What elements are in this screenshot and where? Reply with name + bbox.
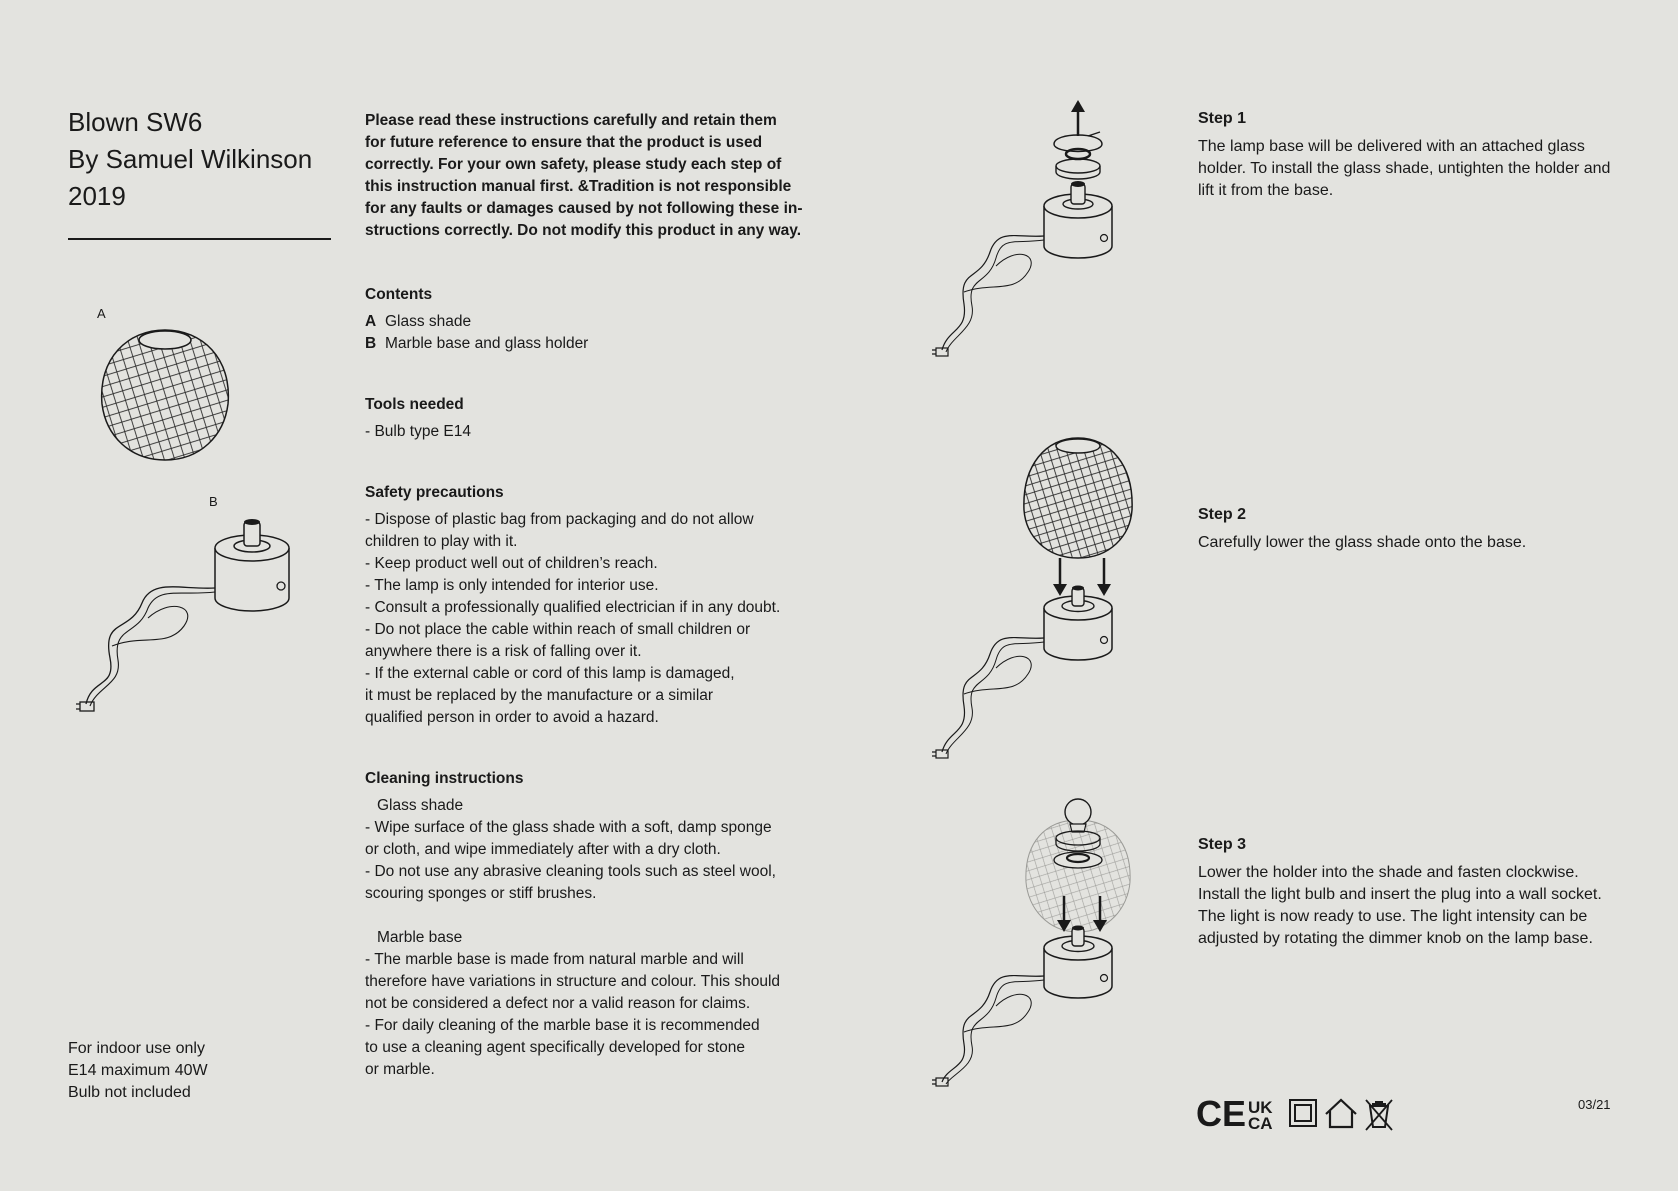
line: scouring sponges or stiff brushes. (365, 885, 597, 902)
line: to use a cleaning agent specifically developed for stone (365, 1039, 745, 1056)
step-1 (1198, 108, 1638, 202)
line: or cloth, and wipe immediately after with a dry cloth. (365, 841, 721, 858)
intro-line: structions correctly. Do not modify this product in any way. (365, 222, 802, 239)
contents-key: B (365, 335, 377, 352)
usage-note: For indoor use only (68, 1040, 205, 1057)
certification-marks (1196, 1096, 1396, 1132)
title-line: By Samuel Wilkinson (68, 144, 313, 174)
usage-notes (68, 1038, 208, 1104)
cleaning-item (365, 949, 795, 1015)
step-line: The lamp base will be delivered with an attached glass (1198, 138, 1585, 155)
contents-item (365, 333, 795, 355)
step-line: The light is now ready to use. The light intensity can be (1198, 908, 1588, 925)
step-heading: Step 3 (1198, 836, 1247, 853)
ukca-mark-icon (1248, 1098, 1273, 1132)
tools-heading: Tools needed (365, 396, 464, 413)
line: not be considered a defect nor a valid reason for claims. (365, 995, 751, 1012)
intro-line: this instruction manual first. &Tradition is not responsible (365, 178, 792, 195)
line: - Wipe surface of the glass shade with a soft, damp sponge (365, 819, 772, 836)
tools-section (365, 394, 795, 443)
step2-illustration (918, 430, 1138, 760)
line: - Do not use any abrasive cleaning tools such as steel wool, (365, 863, 776, 880)
step-line: adjusted by rotating the dimmer knob on the lamp base. (1198, 930, 1593, 947)
line: - The lamp is only intended for interior use. (365, 577, 659, 594)
usage-note: Bulb not included (68, 1084, 191, 1101)
cleaning-heading: Cleaning instructions (365, 770, 524, 787)
ce-mark-text: CE (1196, 1096, 1247, 1132)
glass-shade-illustration (90, 318, 240, 468)
step-heading: Step 2 (1198, 506, 1247, 523)
intro-line: for any faults or damages caused by not following these in- (365, 200, 803, 217)
line: - Do not place the cable within reach of small children or (365, 621, 751, 638)
contents-section (365, 284, 795, 355)
tools-item: - Bulb type E14 (365, 423, 471, 440)
contents-heading: Contents (365, 286, 433, 303)
page-number: 03/21 (1578, 1097, 1611, 1112)
title-line: 2019 (68, 181, 126, 211)
figure-a-label: A (97, 306, 106, 321)
weee-crossed-bin-icon (1366, 1100, 1392, 1130)
ukca-top-text: UK (1248, 1098, 1273, 1117)
step3-illustration (918, 798, 1138, 1090)
indoor-use-house-icon (1326, 1100, 1356, 1127)
line: children to play with it. (365, 533, 518, 550)
line: - If the external cable or cord of this lamp is damaged, (365, 665, 735, 682)
intro-line: for future reference to ensure that the product is used (365, 134, 763, 151)
step-line: Lower the holder into the shade and fasten clockwise. (1198, 864, 1579, 881)
line: therefore have variations in structure and colour. This should (365, 973, 781, 990)
ukca-bottom-text: CA (1248, 1114, 1273, 1132)
title-divider (68, 238, 331, 240)
step1-illustration (918, 96, 1138, 376)
intro-line: Please read these instructions carefully and retain them (365, 112, 777, 129)
title-line: Blown SW6 (68, 107, 203, 137)
step-2 (1198, 504, 1638, 554)
glass-shade-subheading: Glass shade (377, 797, 464, 814)
safety-item (365, 663, 795, 729)
cleaning-item (365, 1015, 795, 1081)
cleaning-item (365, 817, 795, 861)
ce-mark-icon (1196, 1096, 1246, 1132)
step-line: Install the light bulb and insert the plug into a wall socket. (1198, 886, 1602, 903)
figure-b-label: B (209, 494, 218, 509)
safety-heading: Safety precautions (365, 484, 504, 501)
safety-item (365, 597, 795, 619)
intro-paragraph (365, 110, 803, 242)
safety-item (365, 509, 795, 553)
class-ii-double-insulation-icon (1290, 1100, 1316, 1126)
step-heading: Step 1 (1198, 110, 1247, 127)
line: it must be replaced by the manufacture or a similar (365, 687, 714, 704)
step-line: lift it from the base. (1198, 182, 1334, 199)
product-title (68, 104, 312, 215)
marble-base-illustration (72, 508, 302, 718)
line: qualified person in order to avoid a hazard. (365, 709, 659, 726)
contents-item (365, 311, 795, 333)
usage-note: E14 maximum 40W (68, 1062, 208, 1079)
line: - Dispose of plastic bag from packaging and do not allow (365, 511, 754, 528)
contents-text: Glass shade (385, 313, 472, 330)
contents-text: Marble base and glass holder (385, 335, 589, 352)
safety-item (365, 619, 795, 663)
cleaning-section (365, 768, 795, 1081)
line: - The marble base is made from natural marble and will (365, 951, 744, 968)
line: - Keep product well out of children’s reach. (365, 555, 658, 572)
contents-key: A (365, 313, 377, 330)
marble-base-subheading: Marble base (377, 929, 463, 946)
line: or marble. (365, 1061, 435, 1078)
line: anywhere there is a risk of falling over it. (365, 643, 642, 660)
safety-section (365, 482, 795, 729)
safety-item (365, 575, 795, 597)
step-line: holder. To install the glass shade, untighten the holder and (1198, 160, 1611, 177)
safety-item (365, 553, 795, 575)
line: - For daily cleaning of the marble base it is recommended (365, 1017, 760, 1034)
cleaning-item (365, 861, 795, 905)
step-3 (1198, 834, 1638, 950)
intro-line: correctly. For your own safety, please study each step of (365, 156, 782, 173)
line: - Consult a professionally qualified electrician if in any doubt. (365, 599, 781, 616)
step-line: Carefully lower the glass shade onto the base. (1198, 534, 1527, 551)
